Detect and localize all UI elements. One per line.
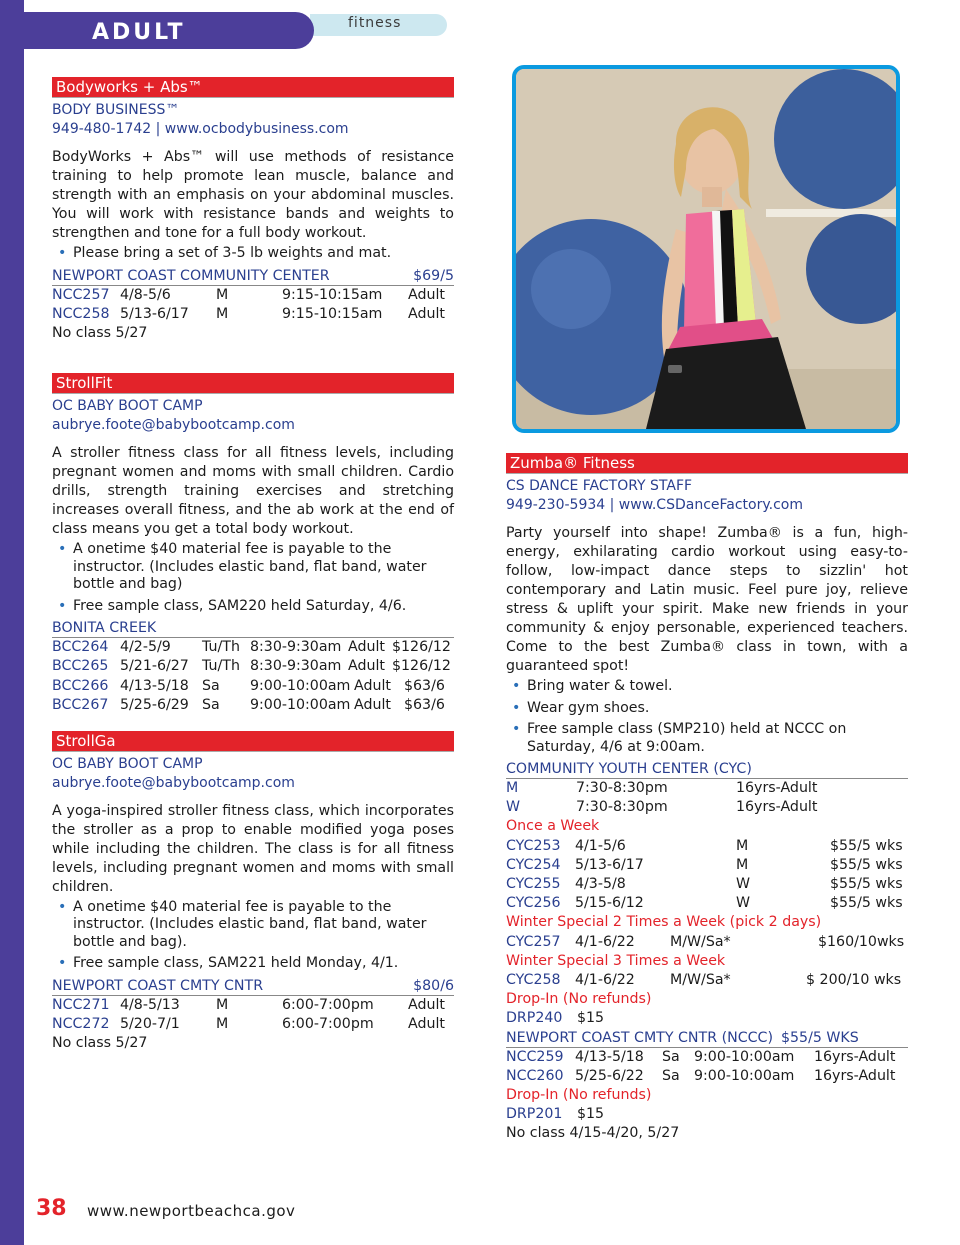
table-row bbox=[506, 779, 908, 798]
instructor-photo-illustration bbox=[516, 69, 896, 429]
table-row bbox=[506, 798, 908, 817]
class-price: $ 200/10 wks bbox=[806, 972, 902, 989]
strollga-note: • Free sample class, SAM221 held Monday, 4/1. bbox=[52, 955, 454, 973]
page-number: 38 bbox=[36, 1196, 67, 1221]
class-code[interactable]: CYC255 bbox=[506, 876, 561, 893]
table-row: NCC271 4/8-5/13 M 6:00-7:00pm Adult bbox=[52, 996, 454, 1015]
zumba-notes bbox=[506, 678, 908, 756]
class-code[interactable]: BCC265 bbox=[52, 658, 109, 675]
class-dates: 4/13-5/18 bbox=[575, 1048, 644, 1065]
class-day: M bbox=[216, 305, 229, 322]
class-dates: 4/8-5/6 bbox=[120, 286, 171, 303]
schedule-day: M bbox=[506, 780, 519, 796]
class-day: M bbox=[216, 286, 229, 303]
special3-label: Winter Special 3 Times a Week bbox=[506, 952, 726, 969]
section-title: ADULT bbox=[92, 20, 186, 45]
class-price: $55/5 wks bbox=[830, 837, 903, 854]
class-age: Adult bbox=[408, 1016, 445, 1033]
class-price: $15 bbox=[577, 1106, 605, 1123]
strollga-title: StrollGa bbox=[52, 731, 454, 752]
class-day: M bbox=[736, 837, 749, 854]
bodyworks-contact[interactable]: 949-480-1742 | www.ocbodybusiness.com bbox=[52, 121, 349, 137]
bodyworks-notes bbox=[52, 245, 454, 263]
special2-label: Winter Special 2 Times a Week (pick 2 days) bbox=[506, 914, 822, 931]
table-row: NCC258 5/13-6/17 M 9:15-10:15am Adult bbox=[52, 305, 454, 324]
class-age: Adult bbox=[348, 658, 385, 675]
bodyworks-note: • Please bring a set of 3-5 lb weights and mat. bbox=[52, 245, 454, 263]
class-code[interactable]: CYC258 bbox=[506, 972, 561, 989]
bodyworks-location: NEWPORT COAST COMMUNITY CENTER bbox=[52, 267, 330, 284]
strollfit-notes bbox=[52, 541, 454, 615]
class-price: $126/12 bbox=[392, 658, 451, 675]
class-code[interactable]: DRP201 bbox=[506, 1106, 563, 1123]
table-row bbox=[52, 696, 454, 715]
class-time: 9:00-10:00am bbox=[250, 696, 351, 713]
class-price: $160/10wks bbox=[818, 933, 905, 950]
strollga-provider: OC BABY BOOT CAMP bbox=[52, 755, 203, 772]
strollfit-title: StrollFit bbox=[52, 373, 454, 394]
class-age: Adult bbox=[408, 996, 445, 1013]
strollga-contact[interactable]: aubrye.foote@babybootcamp.com bbox=[52, 774, 295, 791]
zumba-title: Zumba® Fitness bbox=[506, 453, 908, 474]
schedule-time: 7:30-8:30pm bbox=[576, 780, 668, 796]
table-row bbox=[506, 894, 908, 913]
class-time: 8:30-9:30am bbox=[250, 639, 342, 656]
strollfit-note: • A onetime $40 material fee is payable to the instructor. (Includes elastic band, flat band, water bottle and bag) bbox=[52, 541, 454, 594]
class-code[interactable]: BCC266 bbox=[52, 677, 109, 694]
left-column bbox=[52, 77, 454, 1054]
class-day: Tu/Th bbox=[202, 639, 240, 656]
class-dates: 4/1-6/22 bbox=[575, 933, 635, 950]
zumba-description: Party yourself into shape! Zumba® is a fun, high-energy, exhilarating cardio workout using easy-to-follow, low-impact dance steps to sizzlin' hot contemporary and Latin music. Feel pure joy, relieve stress & uplift your spirit. Make new friends in your community & enjoy personable, experienced teachers. Come to the best Zumba® class in town, with a guaranteed spot! bbox=[506, 525, 908, 674]
class-day: Tu/Th bbox=[202, 658, 240, 675]
strollfit-location-header bbox=[52, 619, 454, 638]
schedule-age: 16yrs-Adult bbox=[736, 799, 818, 816]
table-row bbox=[506, 1009, 908, 1028]
class-day: M bbox=[736, 856, 749, 873]
table-row bbox=[52, 638, 454, 657]
table-row bbox=[506, 933, 908, 952]
class-day: W bbox=[736, 876, 751, 893]
class-day: Sa bbox=[662, 1048, 680, 1065]
nccc-price: $55/5 WKS bbox=[780, 1029, 859, 1046]
schedule-time: 7:30-8:30pm bbox=[576, 799, 668, 816]
bodyworks-price: $69/5 bbox=[413, 267, 454, 284]
class-price: $15 bbox=[577, 1010, 605, 1027]
strollfit-provider: OC BABY BOOT CAMP bbox=[52, 398, 203, 415]
zumba-note: • Bring water & towel. bbox=[506, 678, 908, 696]
class-code[interactable]: DRP240 bbox=[506, 1010, 563, 1027]
class-code[interactable]: BCC267 bbox=[52, 696, 109, 713]
bodyworks-title: Bodyworks + Abs™ bbox=[52, 77, 454, 98]
class-day: M bbox=[216, 996, 229, 1013]
class-dates: 4/3-5/8 bbox=[575, 876, 626, 893]
category-label: fitness bbox=[348, 15, 402, 31]
cyc-location-header bbox=[506, 760, 908, 779]
class-time: 9:00-10:00am bbox=[250, 677, 351, 694]
class-day: Sa bbox=[662, 1067, 680, 1084]
class-price: $63/6 bbox=[404, 677, 445, 694]
table-row bbox=[506, 1105, 908, 1124]
instructor-photo bbox=[512, 65, 900, 433]
dropin2-label: Drop-In (No refunds) bbox=[506, 1087, 652, 1104]
strollga-note: • A onetime $40 material fee is payable to the instructor. (Includes elastic band, flat band, water bottle and bag). bbox=[52, 899, 454, 952]
class-time: 9:00-10:00am bbox=[694, 1067, 795, 1084]
class-price: $126/12 bbox=[392, 639, 451, 656]
bodyworks-location-header bbox=[52, 267, 454, 286]
table-row bbox=[52, 657, 454, 676]
zumba-provider: CS DANCE FACTORY STAFF bbox=[506, 478, 693, 494]
class-age: Adult bbox=[408, 286, 445, 303]
table-row bbox=[52, 677, 454, 696]
strollfit-section bbox=[52, 373, 454, 715]
zumba-contact[interactable]: 949-230-5934 | www.CSDanceFactory.com bbox=[506, 497, 804, 513]
class-time: 6:00-7:00pm bbox=[282, 1016, 374, 1033]
class-age: Adult bbox=[348, 639, 385, 656]
class-code[interactable]: CYC254 bbox=[506, 856, 561, 873]
table-row bbox=[506, 1067, 908, 1086]
class-age: 16yrs-Adult bbox=[814, 1048, 896, 1065]
class-dates: 4/2-5/9 bbox=[120, 639, 171, 656]
zumba-note: • Free sample class (SMP210) held at NCCC on Saturday, 4/6 at 9:00am. bbox=[506, 721, 908, 756]
class-dates: 4/1-5/6 bbox=[575, 837, 626, 854]
strollga-location: NEWPORT COAST CMTY CNTR bbox=[52, 977, 264, 994]
class-dates: 5/25-6/29 bbox=[120, 696, 189, 713]
bodyworks-description: BodyWorks + Abs™ will use methods of resistance training to help promote lean muscle, balance and strength with an emphasis on your abdominal muscles. You will work with resistance bands and weights to strengthen and tone for a full body workout. bbox=[52, 149, 454, 241]
class-code[interactable]: CYC253 bbox=[506, 837, 561, 854]
class-age: Adult bbox=[408, 305, 445, 322]
class-price: $63/6 bbox=[404, 696, 445, 713]
table-row: NCC272 5/20-7/1 M 6:00-7:00pm Adult bbox=[52, 1015, 454, 1034]
class-day: Sa bbox=[202, 677, 220, 694]
strollga-notes bbox=[52, 899, 454, 973]
class-dates: 4/13-5/18 bbox=[120, 677, 189, 694]
zumba-no-class: No class 4/15-4/20, 5/27 bbox=[506, 1125, 680, 1142]
class-dates: 5/25-6/22 bbox=[575, 1067, 644, 1084]
table-row: NCC257 4/8-5/6 M 9:15-10:15am Adult bbox=[52, 286, 454, 305]
schedule-age: 16yrs-Adult bbox=[736, 780, 818, 796]
bodyworks-provider: BODY BUSINESS™ bbox=[52, 102, 180, 118]
class-age: Adult bbox=[354, 696, 391, 713]
class-dates: 5/15-6/12 bbox=[575, 895, 644, 912]
strollfit-location: BONITA CREEK bbox=[52, 620, 157, 637]
class-day: Sa bbox=[202, 696, 220, 713]
class-code[interactable]: BCC264 bbox=[52, 639, 109, 656]
right-column bbox=[506, 453, 908, 1144]
class-day: W bbox=[736, 895, 751, 912]
class-age: Adult bbox=[354, 677, 391, 694]
strollfit-note: • Free sample class, SAM220 held Saturday, 4/6. bbox=[52, 598, 454, 616]
strollfit-contact[interactable]: aubrye.foote@babybootcamp.com bbox=[52, 417, 295, 434]
bodyworks-no-class: No class 5/27 bbox=[52, 324, 148, 341]
table-row bbox=[506, 837, 908, 856]
nccc-location-header bbox=[506, 1029, 908, 1048]
class-dates: 4/1-6/22 bbox=[575, 972, 635, 989]
table-row bbox=[506, 856, 908, 875]
table-row bbox=[506, 875, 908, 894]
class-dates: 4/8-5/13 bbox=[120, 996, 180, 1013]
strollfit-description: A stroller fitness class for all fitness levels, including pregnant women and moms with small children. Cardio drills, strength training exercises and stretching increases overall fitness, and the ab work at the end of class means you get a total body workout. bbox=[52, 445, 454, 538]
zumba-note: • Wear gym shoes. bbox=[506, 700, 908, 718]
cyc-location: COMMUNITY YOUTH CENTER (CYC) bbox=[506, 761, 752, 777]
class-time: 9:00-10:00am bbox=[694, 1048, 795, 1065]
schedule-day: W bbox=[506, 799, 521, 816]
class-dates: 5/21-6/27 bbox=[120, 658, 189, 675]
class-day: M bbox=[216, 1016, 229, 1033]
footer-website[interactable]: www.newportbeachca.gov bbox=[87, 1202, 296, 1220]
class-code[interactable]: NCC260 bbox=[506, 1067, 564, 1084]
class-price: $55/5 wks bbox=[830, 876, 903, 893]
dropin1-label: Drop-In (No refunds) bbox=[506, 991, 652, 1008]
class-price: $55/5 wks bbox=[830, 856, 903, 873]
nccc-location: NEWPORT COAST CMTY CNTR (NCCC) bbox=[506, 1029, 773, 1046]
side-bar bbox=[0, 0, 24, 1245]
strollga-price: $80/6 bbox=[413, 977, 454, 994]
strollga-location-header bbox=[52, 977, 454, 996]
class-dates: 5/20-7/1 bbox=[120, 1016, 180, 1033]
class-time: 6:00-7:00pm bbox=[282, 996, 374, 1013]
class-code[interactable]: CYC256 bbox=[506, 895, 561, 912]
class-dates: 5/13-6/17 bbox=[575, 856, 644, 873]
strollga-description: A yoga-inspired stroller fitness class, which incorporates the stroller as a prop to enable modified yoga poses while including the children. The class is for all fitness levels, including pregnant women and moms with small children. bbox=[52, 802, 454, 895]
class-time: 9:15-10:15am bbox=[282, 286, 383, 303]
class-code[interactable]: NCC259 bbox=[506, 1048, 564, 1065]
table-row bbox=[506, 971, 908, 990]
strollga-section bbox=[52, 731, 454, 1054]
class-price: $55/5 wks bbox=[830, 895, 903, 912]
class-time: 9:15-10:15am bbox=[282, 305, 383, 322]
class-code[interactable]: CYC257 bbox=[506, 933, 561, 950]
class-day: M/W/Sa* bbox=[670, 972, 731, 989]
bodyworks-section bbox=[52, 77, 454, 343]
class-time: 8:30-9:30am bbox=[250, 658, 342, 675]
table-row bbox=[506, 1048, 908, 1067]
class-dates: 5/13-6/17 bbox=[120, 305, 189, 322]
strollga-no-class: No class 5/27 bbox=[52, 1035, 148, 1052]
once-week-label: Once a Week bbox=[506, 818, 600, 835]
class-age: 16yrs-Adult bbox=[814, 1067, 896, 1084]
class-day: M/W/Sa* bbox=[670, 933, 731, 950]
